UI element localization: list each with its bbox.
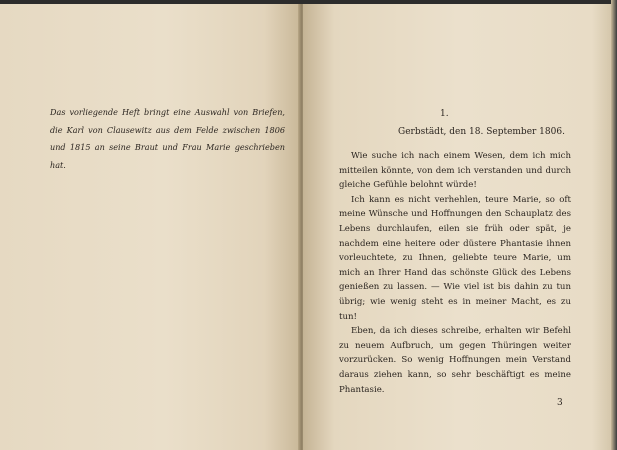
letter-body: [339, 149, 571, 397]
letter-paragraph: Ich kann es nicht verhehlen, teure Marie, so oft meine Wünsche und Hoffnungen den Schauplatz des Lebens durchlaufen, eilen sie früh oder spät, je nachdem eine heitere oder düstere Phantasie ihnen vorleuchtete, zu Ihnen, geliebte teure Marie, um mich an Ihrer Hand das schönste Glück des Lebens genießen zu lassen. — Wie viel ist bis dahin zu tun übrig; wie wenig steht es in meiner Macht, es zu tun!: [339, 194, 571, 322]
letter-paragraph: Eben, da ich dieses schreibe, erhalten wir Befehl zu neuem Aufbruch, um gegen Thüringen weiter vorzurücken. So wenig Hoffnungen mein Verstand daraus ziehen kann, so sehr beschäftigt es meine Phantasie.: [339, 326, 571, 395]
letter-dateline: Gerbstädt, den 18. September 1806.: [398, 127, 565, 137]
letter-number: 1.: [440, 109, 449, 119]
left-page: [0, 0, 300, 450]
letter-paragraph: Wie suche ich nach einem Wesen, dem ich mich mitteilen könnte, von dem ich verstanden und durch gleiche Gefühle belohnt würde!: [339, 151, 571, 191]
intro-text: Das vorliegende Heft bringt eine Auswahl von Briefen, die Karl von Clausewitz aus dem Felde zwischen 1806 und 1815 an seine Braut und Frau Marie geschrieben hat.: [50, 107, 285, 170]
page-right-edge: [611, 0, 617, 450]
page-number: 3: [557, 398, 563, 408]
page-top-edge: [0, 0, 617, 4]
